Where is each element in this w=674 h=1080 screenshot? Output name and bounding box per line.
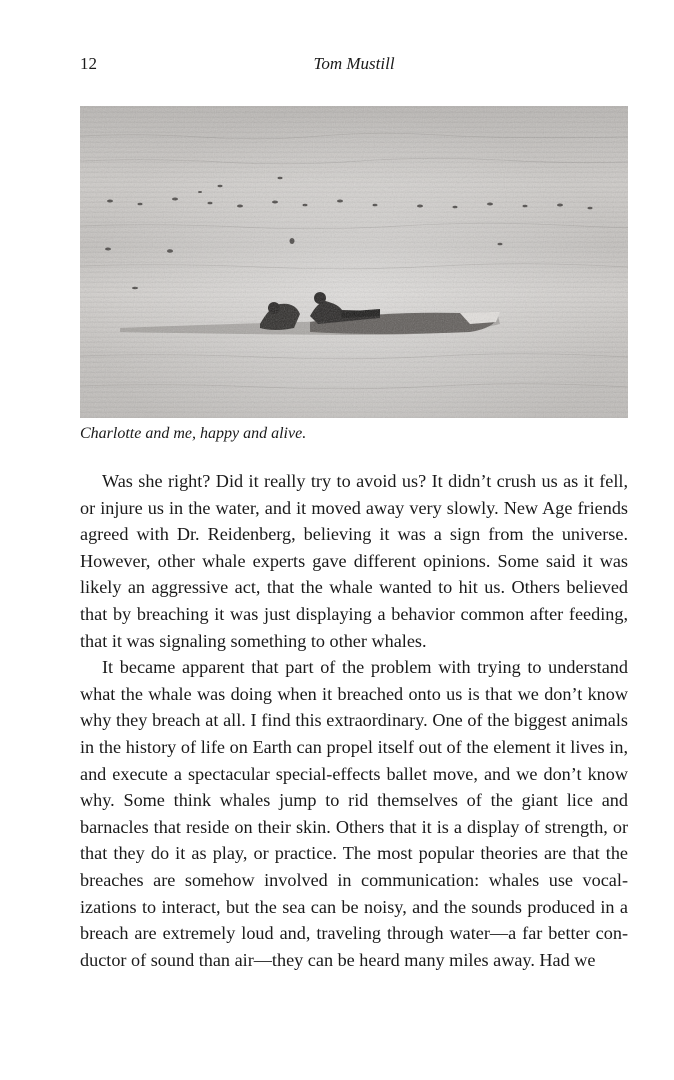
whale-photo [80,106,628,418]
running-title: Tom Mustill [313,54,395,73]
body-text [80,468,628,973]
running-head [80,54,628,78]
paragraph: Was she right? Did it really try to avoid us? It didn’t crush us as it fell, or injure us in the water, and it moved away very slowly. New Age friends agreed with Dr. Reidenberg, believing it was a sign from the universe. However, other whale experts gave different opinions. Some said it was likely an aggressive act, that the whale wanted to hit us. Others believed that by breaching it was just displaying a behavior common after feeding, that it was signaling something to other whales. [80,471,628,651]
photo-illustration [80,106,628,418]
film-grain [80,106,628,418]
figure-caption: Charlotte and me, happy and alive. [80,425,307,442]
page-number: 12 [80,54,97,73]
paragraph: It became apparent that part of the problem with trying to understand what the whale was doing when it breached onto us is that we don’t know why they breach at all. I find this extraordinary. One of the biggest animals in the history of life on Earth can propel itself out of the element it lives in, and execute a spectacular special-effects ballet move, and we don’t know why. Some think whales jump to rid themselves of the giant lice and barnacles that reside on their skin. Others that it is a display of strength, or that they do it as play, or practice. The most popular theories are that the breaches are somehow involved in communication: whales use vocalizations to interact, but the sea can be noisy, and the sounds produced in a breach are extremely loud and, traveling through water—a far better conductor of sound than air—they can be heard many miles away. Had we [80,657,628,970]
